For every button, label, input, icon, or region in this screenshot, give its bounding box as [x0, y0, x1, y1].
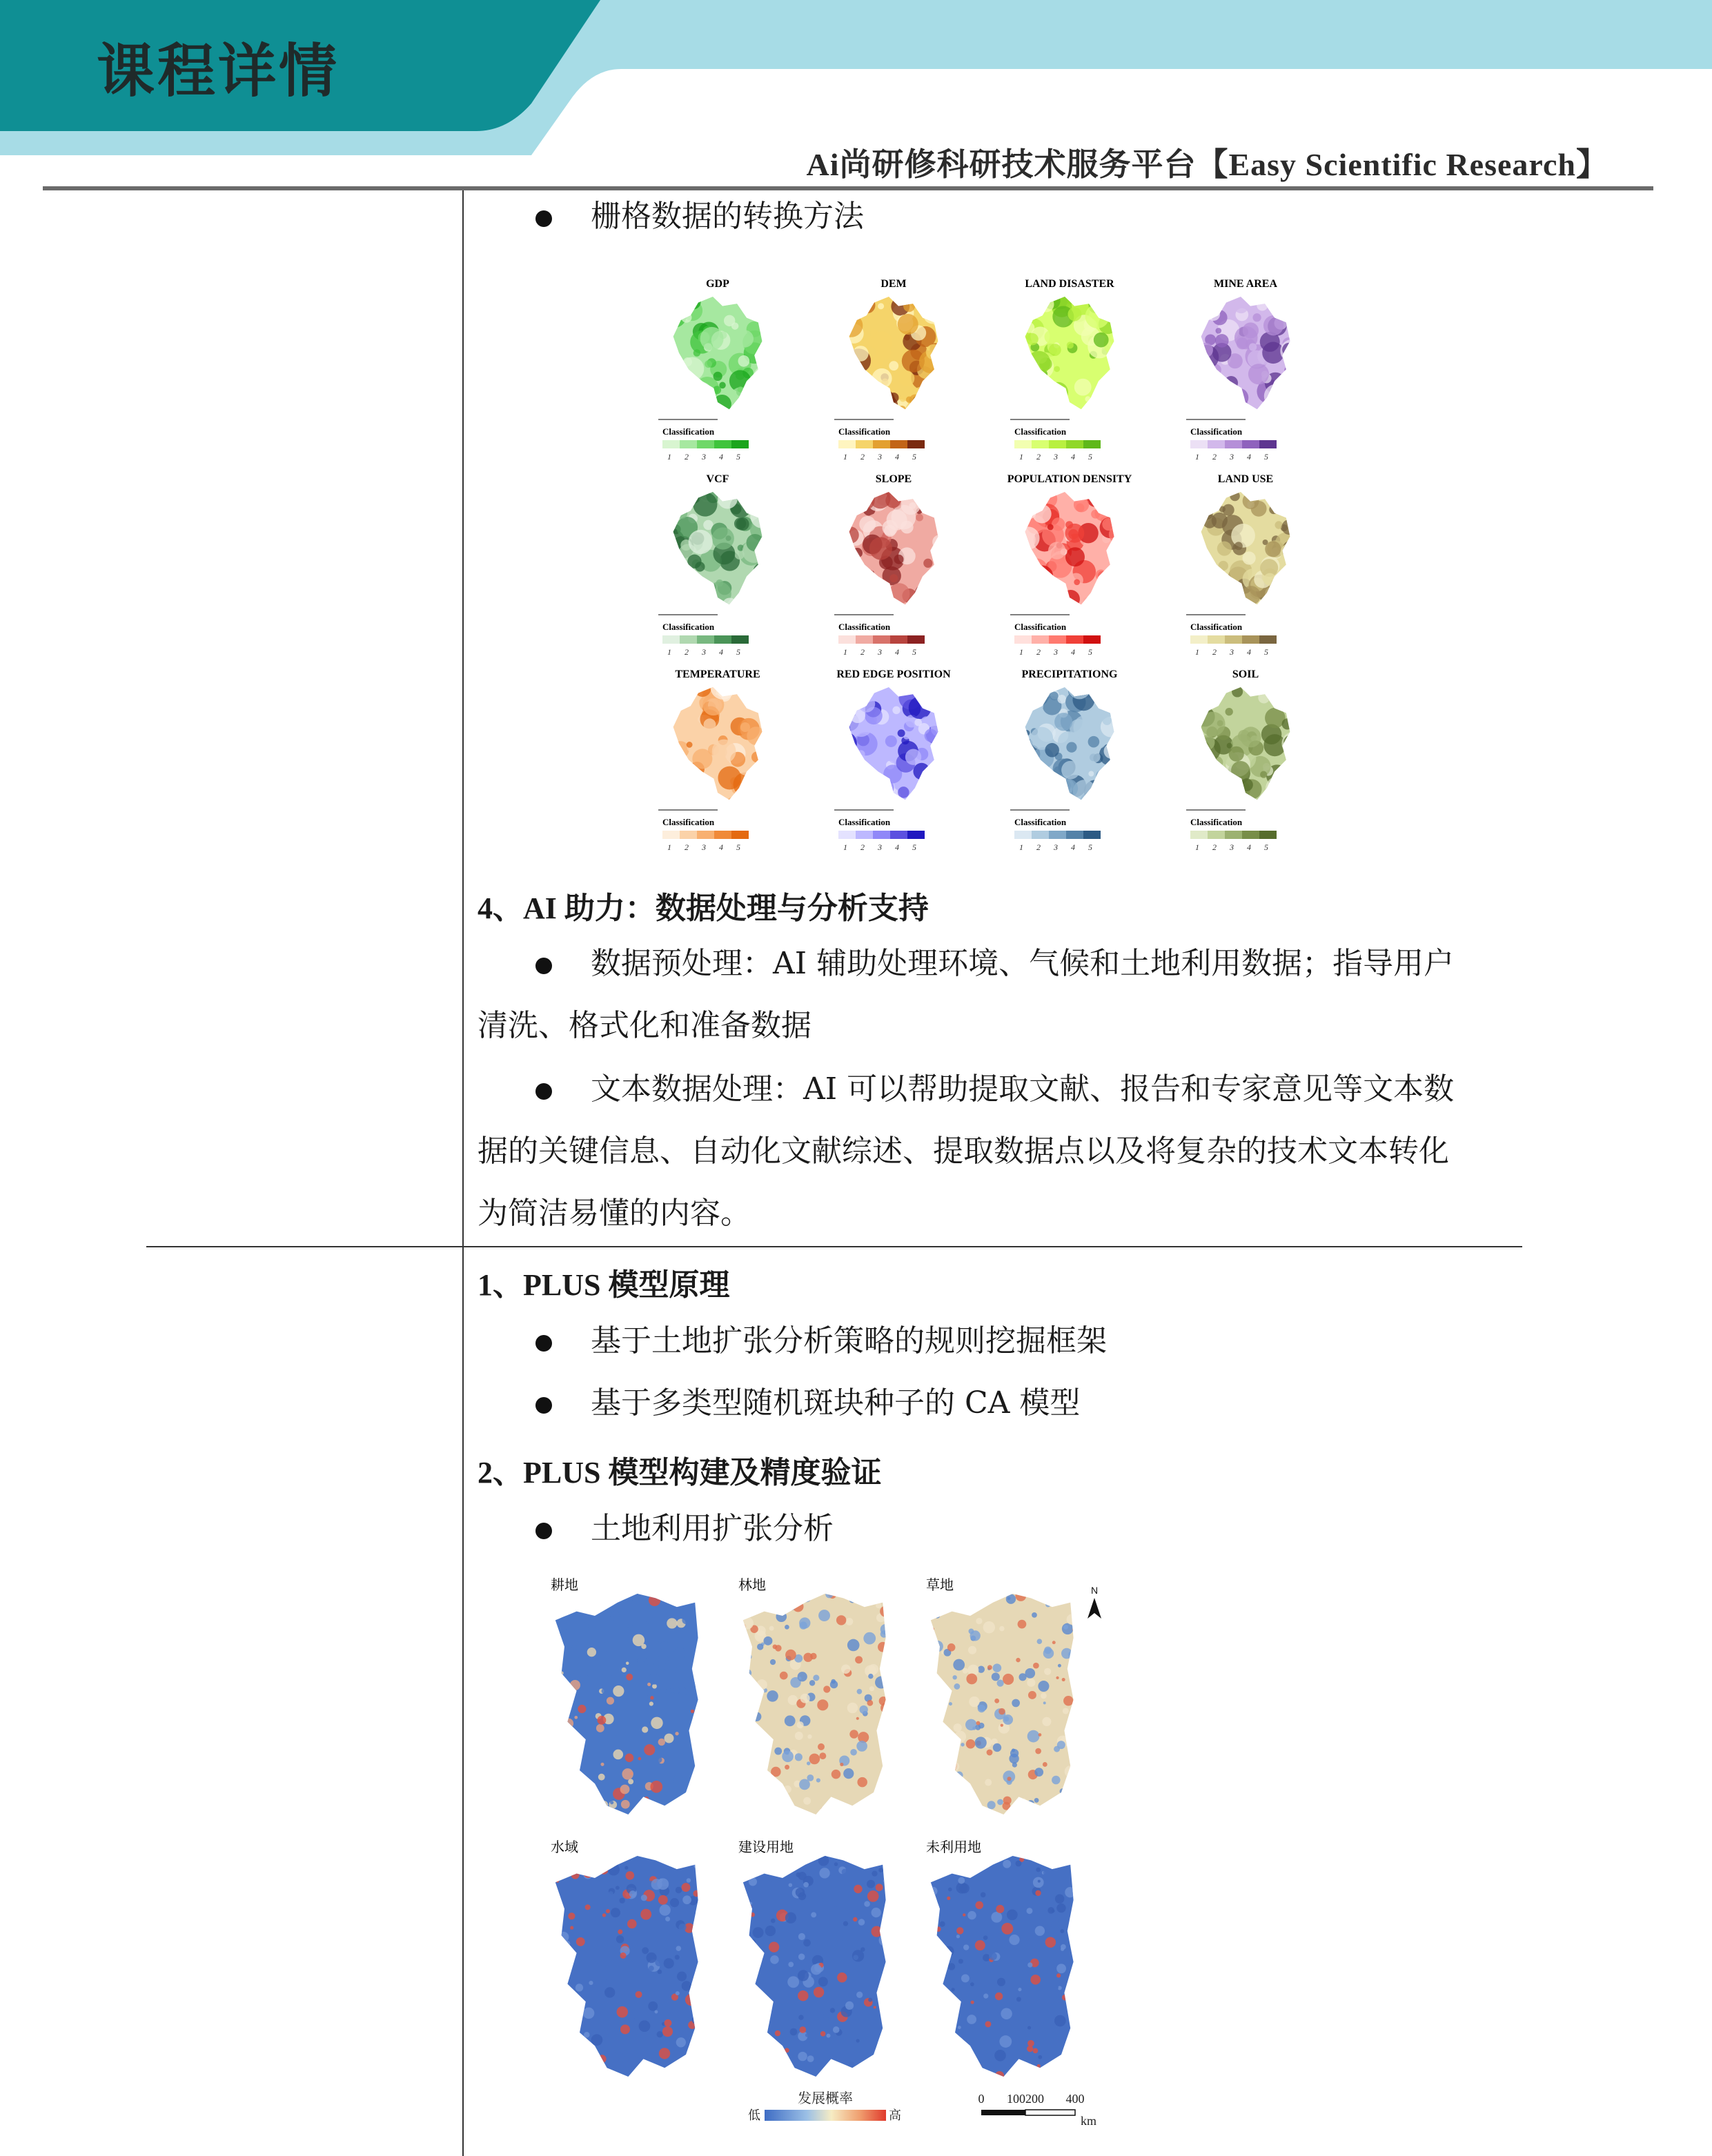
legend-swatch [1066, 635, 1083, 644]
para-line: 为简洁易懂的内容。 [478, 1196, 751, 1231]
legend-swatch [1208, 831, 1225, 839]
legend-swatch [1242, 635, 1259, 644]
class-number: 1 [843, 452, 847, 462]
map-title: DEM [880, 278, 907, 290]
heading-plus-principle: 1、PLUS 模型原理 [478, 1268, 730, 1302]
class-number: 4 [1247, 452, 1251, 462]
scale-label: 100200 [1007, 2092, 1044, 2106]
class-number: 3 [878, 452, 882, 462]
class-number: 2 [860, 647, 865, 657]
bullet-dot [535, 1083, 552, 1100]
class-number: 4 [719, 647, 723, 657]
bullet-dot [535, 1335, 552, 1352]
legend-swatch [873, 635, 890, 644]
class-number: 1 [1195, 452, 1199, 462]
north-arrow-icon [1088, 1585, 1101, 1619]
legend-gradient [765, 2110, 886, 2121]
class-number: 3 [702, 842, 706, 852]
bullet-dot [535, 210, 552, 227]
bullet-text: 基于土地扩张分析策略的规则挖掘框架 [591, 1323, 1107, 1358]
legend-swatch [714, 635, 731, 644]
legend-swatch [1032, 440, 1049, 448]
legend-swatch [856, 440, 873, 448]
scale-bar [978, 2092, 1097, 2128]
legend-swatch [1259, 831, 1277, 839]
raster-map-panel [658, 473, 775, 657]
legend-title: 发展概率 [798, 2091, 853, 2106]
legend-swatch [856, 831, 873, 839]
bullet-text: 栅格数据的转换方法 [591, 199, 864, 234]
raster-map-panel [658, 669, 772, 852]
class-number: 5 [1264, 452, 1268, 462]
class-number: 2 [1212, 842, 1217, 852]
legend-swatch [1066, 440, 1083, 448]
legend-swatch [1259, 635, 1277, 644]
legend-swatch [856, 635, 873, 644]
bullet-raster-conversion [535, 196, 864, 237]
paragraph-text-processing [478, 1058, 1513, 1245]
para-line: 清洗、格式化和准备数据 [478, 1008, 811, 1043]
raster-map-panel [658, 278, 774, 462]
bullet-dot [535, 1523, 552, 1539]
probability-map-panel [545, 1577, 703, 1814]
legend-swatch [680, 440, 697, 448]
class-number: 2 [1036, 452, 1041, 462]
para-line: 数据预处理：AI 辅助处理环境、气候和土地利用数据；指导用户 [591, 946, 1455, 981]
legend-swatch [731, 635, 749, 644]
class-number: 1 [1195, 842, 1199, 852]
map-label: 建设用地 [738, 1840, 794, 1855]
map-title: VCF [706, 473, 729, 485]
class-number: 3 [1054, 647, 1058, 657]
class-number: 1 [843, 647, 847, 657]
legend-swatch [1083, 635, 1101, 644]
legend-swatch [890, 831, 907, 839]
class-number: 1 [1019, 842, 1023, 852]
map-label: 未利用地 [926, 1840, 981, 1855]
class-number: 5 [736, 647, 740, 657]
classification-label: Classification [662, 817, 715, 827]
map-title: LAND DISASTER [1025, 278, 1114, 290]
north-label: N [1090, 1585, 1099, 1596]
raster-maps-figure [642, 269, 1318, 862]
legend-swatch [838, 831, 856, 839]
class-number: 1 [1019, 647, 1023, 657]
page-title: 课程详情 [97, 37, 340, 105]
legend-swatch [1049, 831, 1066, 839]
scale-label: 0 [978, 2092, 985, 2106]
map-title: POPULATION DENSITY [1007, 473, 1132, 485]
class-number: 1 [843, 842, 847, 852]
table-row-divider [146, 1246, 1522, 1247]
map-label: 林地 [738, 1578, 766, 1593]
class-number: 5 [1264, 842, 1268, 852]
class-number: 4 [1247, 842, 1251, 852]
class-number: 4 [719, 842, 723, 852]
class-number: 5 [736, 452, 740, 462]
legend-swatch [1208, 440, 1225, 448]
legend-swatch [662, 831, 680, 839]
classification-label: Classification [662, 426, 715, 437]
legend-swatch [1259, 440, 1277, 448]
legend-swatch [907, 831, 925, 839]
map-title: SLOPE [875, 473, 912, 485]
map-title: RED EDGE POSITION [836, 669, 951, 680]
legend-swatch [1225, 635, 1242, 644]
class-number: 5 [1088, 647, 1092, 657]
legend-swatch [1014, 831, 1032, 839]
heading-ai-support: 4、AI 助力：数据处理与分析支持 [478, 891, 929, 925]
bullet-text: 土地利用扩张分析 [591, 1511, 834, 1546]
class-number: 2 [685, 452, 689, 462]
map-title: MINE AREA [1213, 278, 1278, 290]
legend-swatch [1032, 831, 1049, 839]
scale-label: 400 [1065, 2092, 1085, 2106]
legend-swatch [731, 440, 749, 448]
legend-swatch [1190, 440, 1208, 448]
legend-swatch [890, 440, 907, 448]
class-number: 4 [1071, 842, 1075, 852]
legend-swatch [1014, 440, 1032, 448]
classification-label: Classification [838, 426, 891, 437]
classification-label: Classification [1014, 622, 1067, 632]
legend-low: 低 [748, 2108, 760, 2122]
class-number: 3 [1054, 842, 1058, 852]
legend-swatch [890, 635, 907, 644]
class-number: 2 [685, 842, 689, 852]
legend-swatch [1208, 635, 1225, 644]
legend-swatch [1242, 440, 1259, 448]
para-line: 文本数据处理：AI 可以帮助提取文献、报告和专家意见等文本数 [591, 1071, 1455, 1107]
header-rule [43, 186, 1653, 190]
map-title: TEMPERATURE [675, 669, 760, 680]
class-number: 5 [1088, 842, 1092, 852]
class-number: 4 [1247, 647, 1251, 657]
class-number: 1 [667, 452, 671, 462]
class-number: 5 [1264, 647, 1268, 657]
class-number: 3 [1230, 452, 1234, 462]
raster-map-panel [834, 278, 950, 462]
table-column-divider [462, 190, 464, 2156]
bullet-ca-model [535, 1383, 1080, 1424]
probability-map-panel [921, 1577, 1077, 1816]
legend-swatch [714, 831, 731, 839]
class-number: 2 [1036, 842, 1041, 852]
class-number: 2 [860, 452, 865, 462]
legend-swatch [731, 831, 749, 839]
class-number: 3 [1230, 647, 1234, 657]
legend-swatch [662, 635, 680, 644]
class-number: 5 [912, 647, 916, 657]
legend-swatch [907, 440, 925, 448]
class-number: 4 [895, 647, 899, 657]
map-label: 水域 [551, 1840, 578, 1855]
class-number: 1 [667, 647, 671, 657]
class-number: 5 [736, 842, 740, 852]
probability-map-panel [736, 1577, 892, 1819]
map-label: 耕地 [551, 1578, 578, 1593]
classification-label: Classification [1190, 817, 1243, 827]
legend-swatch [1225, 440, 1242, 448]
classification-label: Classification [1190, 426, 1243, 437]
class-number: 3 [702, 647, 706, 657]
class-number: 4 [1071, 452, 1075, 462]
probability-map-panel [921, 1839, 1081, 2081]
class-number: 1 [667, 842, 671, 852]
class-number: 2 [685, 647, 689, 657]
legend-swatch [1083, 440, 1101, 448]
paragraph-data-preprocessing [478, 933, 1513, 1057]
class-number: 4 [895, 452, 899, 462]
legend-swatch [680, 635, 697, 644]
raster-map-panel [1010, 278, 1128, 462]
raster-map-panel [834, 473, 951, 657]
heading-plus-build: 2、PLUS 模型构建及精度验证 [478, 1456, 882, 1490]
raster-map-panel [1186, 473, 1301, 657]
map-title: PRECIPITATIONG [1021, 669, 1118, 680]
development-probability-figure [538, 1573, 1132, 2139]
legend-swatch [662, 440, 680, 448]
map-title: LAND USE [1217, 473, 1274, 485]
class-number: 2 [1036, 647, 1041, 657]
classification-label: Classification [662, 622, 715, 632]
legend-swatch [1049, 440, 1066, 448]
class-number: 5 [912, 842, 916, 852]
legend-swatch [873, 440, 890, 448]
legend-swatch [714, 440, 731, 448]
legend-swatch [1190, 635, 1208, 644]
classification-label: Classification [1014, 426, 1067, 437]
classification-label: Classification [1190, 622, 1243, 632]
legend-swatch [1083, 831, 1101, 839]
class-number: 3 [1054, 452, 1058, 462]
class-number: 4 [719, 452, 723, 462]
raster-map-panel [1010, 669, 1123, 852]
legend-swatch [1049, 635, 1066, 644]
legend-swatch [873, 831, 890, 839]
class-number: 2 [860, 842, 865, 852]
legend-swatch [1225, 831, 1242, 839]
class-number: 4 [1071, 647, 1075, 657]
bullet-rule-mining [535, 1321, 1107, 1362]
legend-swatch [697, 831, 714, 839]
legend-swatch [838, 440, 856, 448]
class-number: 3 [878, 647, 882, 657]
scale-unit: km [1081, 2114, 1097, 2128]
para-line: 据的关键信息、自动化文献综述、提取数据点以及将复杂的技术文本转化 [478, 1134, 1449, 1169]
raster-map-panel [1186, 278, 1303, 462]
map-title: SOIL [1232, 669, 1259, 680]
map-title: GDP [706, 278, 729, 290]
legend-swatch [680, 831, 697, 839]
legend-swatch [1066, 831, 1083, 839]
legend-swatch [697, 440, 714, 448]
legend-swatch [1190, 831, 1208, 839]
bullet-expansion-analysis [535, 1508, 834, 1550]
classification-label: Classification [1014, 817, 1067, 827]
class-number: 4 [895, 842, 899, 852]
class-number: 2 [1212, 647, 1217, 657]
raster-map-panel [1186, 669, 1305, 852]
legend-swatch [1032, 635, 1049, 644]
legend-swatch [907, 635, 925, 644]
platform-subtitle: Ai尚研修科研技术服务平台【Easy Scientific Research】 [806, 147, 1608, 182]
bullet-dot [535, 958, 552, 974]
class-number: 3 [1230, 842, 1234, 852]
bullet-text: 基于多类型随机斑块种子的 CA 模型 [591, 1385, 1081, 1421]
class-number: 3 [702, 452, 706, 462]
class-number: 2 [1212, 452, 1217, 462]
map-label: 草地 [926, 1578, 954, 1593]
legend-swatch [838, 635, 856, 644]
probability-map-panel [545, 1839, 706, 2079]
class-number: 5 [1088, 452, 1092, 462]
legend-swatch [697, 635, 714, 644]
probability-legend [748, 2090, 901, 2122]
legend-swatch [1014, 635, 1032, 644]
class-number: 3 [878, 842, 882, 852]
legend-swatch [1242, 831, 1259, 839]
classification-label: Classification [838, 817, 891, 827]
class-number: 1 [1195, 647, 1199, 657]
raster-map-panel [1007, 473, 1132, 657]
raster-map-panel [834, 669, 951, 852]
legend-high: 高 [889, 2108, 901, 2122]
class-number: 5 [912, 452, 916, 462]
classification-label: Classification [838, 622, 891, 632]
probability-map-panel [735, 1839, 891, 2078]
class-number: 1 [1019, 452, 1023, 462]
bullet-dot [535, 1397, 552, 1414]
